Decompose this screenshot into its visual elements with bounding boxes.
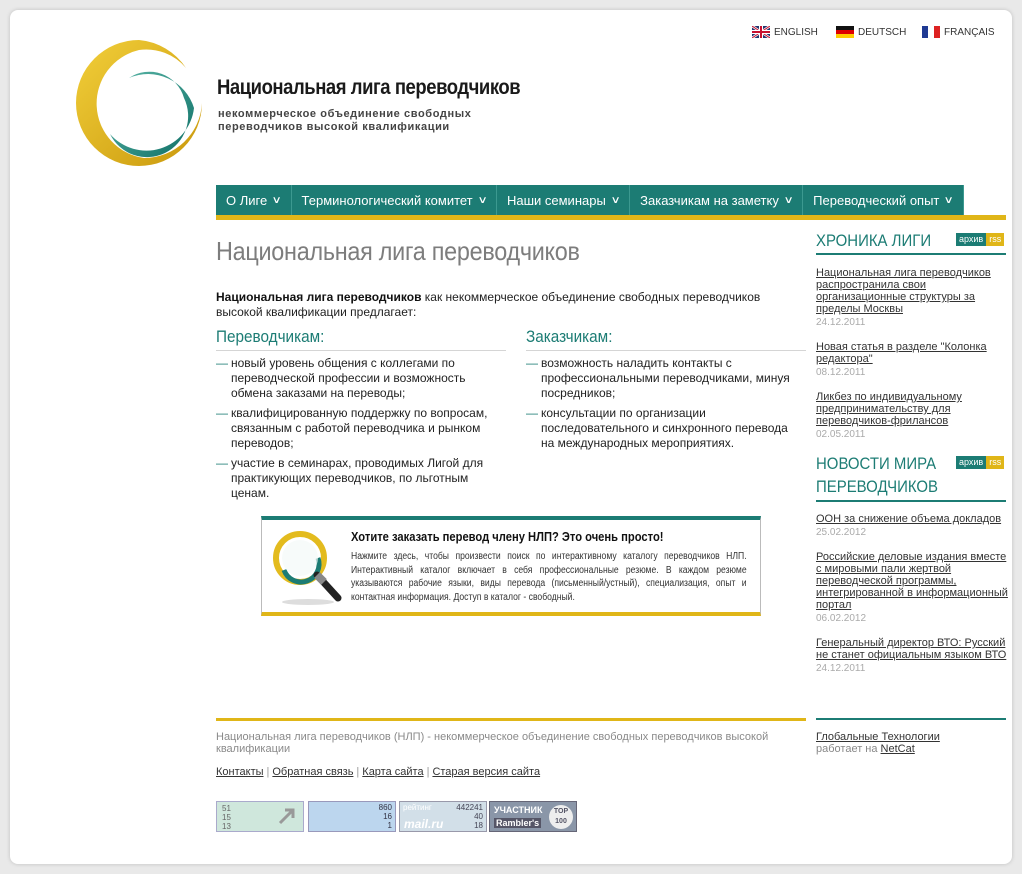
catalog-banner[interactable]: [261, 516, 761, 616]
netcat-credit: Глобальные Технологии работает на NetCat: [816, 731, 940, 755]
news-item: [816, 513, 1008, 539]
news-item-date: 06.02.2012: [816, 613, 867, 624]
translators-heading: Переводчикам:: [216, 327, 325, 346]
world-news-archive-links: [956, 456, 1004, 469]
chevron-down-icon: ∨: [610, 194, 621, 206]
counter-rambler[interactable]: УЧАСТНИК Rambler's TOP 100: [489, 801, 577, 832]
nav-item-experience[interactable]: Переводческий опыт ∨: [803, 185, 964, 215]
footer-side-divider: [816, 718, 1006, 720]
old-version-link[interactable]: Старая версия сайта: [432, 766, 541, 778]
footer-text: Национальная лига переводчиков (НЛП) - некоммерческое объединение свободных переводчиков высокой квалификации: [216, 731, 769, 755]
de-flag-icon: [836, 26, 854, 38]
news-item-date: 24.12.2011: [816, 317, 866, 328]
lang-deutsch-label: DEUTSCH: [858, 26, 907, 38]
page: [10, 10, 1012, 864]
nav-item-terminology[interactable]: Терминологический комитет ∨: [292, 185, 497, 215]
clients-heading: Заказчикам:: [526, 327, 613, 346]
clients-rule: [526, 350, 806, 351]
news-item: [816, 341, 1008, 379]
site-title[interactable]: Национальная лига переводчиков: [217, 76, 521, 99]
banner-title: Хотите заказать перевод члену НЛП? Это очень просто!: [351, 529, 664, 544]
chevron-down-icon: ∨: [477, 194, 488, 206]
counter-spylog[interactable]: 860 16 1: [308, 801, 396, 832]
lang-francais-label: FRANÇAIS: [944, 26, 995, 38]
archive-link[interactable]: архив: [956, 456, 986, 469]
contacts-link[interactable]: Контакты: [216, 766, 264, 778]
nav-item-about[interactable]: О Лиге ∨: [216, 185, 292, 215]
news-item-link[interactable]: Национальная лига переводчиков распространила свои организационные структуры за пределы Москвы: [816, 267, 991, 315]
feedback-link[interactable]: Обратная связь: [272, 766, 354, 778]
news-item-date: 24.12.2011: [816, 663, 866, 674]
chevron-down-icon: ∨: [271, 194, 282, 206]
news-item: [816, 551, 1008, 625]
counter-liveinternet[interactable]: 51 15 13: [216, 801, 304, 832]
news-item: [816, 637, 1008, 675]
list-item: — квалифицированную поддержку по вопросам, связанным с работой переводчика и рынком переводов;: [216, 406, 496, 451]
top100-badge: TOP 100: [549, 805, 573, 829]
news-item-link[interactable]: Новая статья в разделе "Колонка редактора": [816, 341, 987, 365]
news-item-date: 08.12.2011: [816, 367, 866, 378]
intro-text: Национальная лига переводчиков как некоммерческое объединение свободных переводчиков высокой квалификации предлагает:: [216, 290, 761, 319]
lang-francais-link[interactable]: [922, 26, 995, 38]
chronicle-rule: [816, 253, 1006, 255]
chevron-down-icon: ∨: [783, 194, 794, 206]
banner-text: Нажмите здесь, чтобы произвести поиск по интерактивному каталогу переводчиков НЛП. Интерактивный каталог включает в себя профессиональные резюме. В каждом резюме указываются рабочие языки, виды перевода (письменный/устный), специализация, опыт и контактная информация. Доступ в каталог - свободный.: [351, 551, 747, 603]
main-nav: [216, 185, 964, 215]
list-item: — новый уровень общения с коллегами по переводческой профессии и возможность обмена заказами на переводы;: [216, 356, 496, 401]
rss-link[interactable]: rss: [986, 456, 1004, 469]
chronicle-heading: ХРОНИКА ЛИГИ: [816, 231, 932, 250]
news-item: [816, 267, 1008, 329]
counter-mailru[interactable]: рейтинг mail.ru 442241 40 18: [399, 801, 487, 832]
global-tech-link[interactable]: Глобальные Технологии: [816, 731, 940, 743]
site-subtitle: некоммерческое объединение свободных переводчиков высокой квалификации: [218, 108, 472, 133]
page-title: Национальная лига переводчиков: [216, 236, 580, 266]
archive-link[interactable]: архив: [956, 233, 986, 246]
footer-divider: [216, 718, 806, 721]
list-item: — возможность наладить контакты с профессиональными переводчиками, минуя посредников;: [526, 356, 801, 401]
footer-links: Контакты | Обратная связь | Карта сайта | Старая версия сайта: [216, 766, 541, 778]
nav-item-seminars[interactable]: Наши семинары ∨: [497, 185, 630, 215]
news-item-link[interactable]: Ликбез по индивидуальному предпринимательству для переводчиков-фрилансов: [816, 391, 962, 427]
world-news-rule: [816, 500, 1006, 502]
netcat-link[interactable]: NetCat: [880, 743, 915, 755]
logo-icon[interactable]: [74, 38, 204, 173]
uk-flag-icon: [752, 26, 770, 38]
lang-english-label: ENGLISH: [774, 26, 818, 38]
arrow-icon: [277, 806, 297, 826]
news-item-link[interactable]: Генеральный директор ВТО: Русский не станет официальным языком ВТО: [816, 637, 1007, 661]
clients-list: [526, 356, 801, 456]
rss-link[interactable]: rss: [986, 233, 1004, 246]
lang-deutsch-link[interactable]: [836, 26, 906, 38]
magnifier-icon: [272, 530, 344, 611]
news-item-link[interactable]: ООН за снижение объема докладов: [816, 513, 1002, 525]
fr-flag-icon: [922, 26, 940, 38]
news-item-date: 02.05.2011: [816, 429, 866, 440]
world-news-heading: НОВОСТИ МИРА ПЕРЕВОДЧИКОВ: [816, 454, 938, 496]
lang-english-link[interactable]: [752, 26, 818, 38]
chronicle-archive-links: [956, 233, 1004, 246]
news-item-link[interactable]: Российские деловые издания вместе с мировыми пали жертвой переводческой программы, интегрированной в информационный портал: [816, 551, 1008, 611]
nav-divider: [216, 215, 1006, 220]
chevron-down-icon: ∨: [943, 194, 955, 206]
list-item: — участие в семинарах, проводимых Лигой для практикующих переводчиков, по льготным ценам.: [216, 456, 496, 501]
news-item-date: 25.02.2012: [816, 527, 867, 538]
sitemap-link[interactable]: Карта сайта: [362, 766, 424, 778]
nav-item-clients[interactable]: Заказчикам на заметку ∨: [630, 185, 803, 215]
list-item: — консультации по организации последовательного и синхронного перевода на международных мероприятиях.: [526, 406, 801, 451]
news-item: [816, 391, 1008, 441]
translators-rule: [216, 350, 506, 351]
translators-list: [216, 356, 496, 506]
